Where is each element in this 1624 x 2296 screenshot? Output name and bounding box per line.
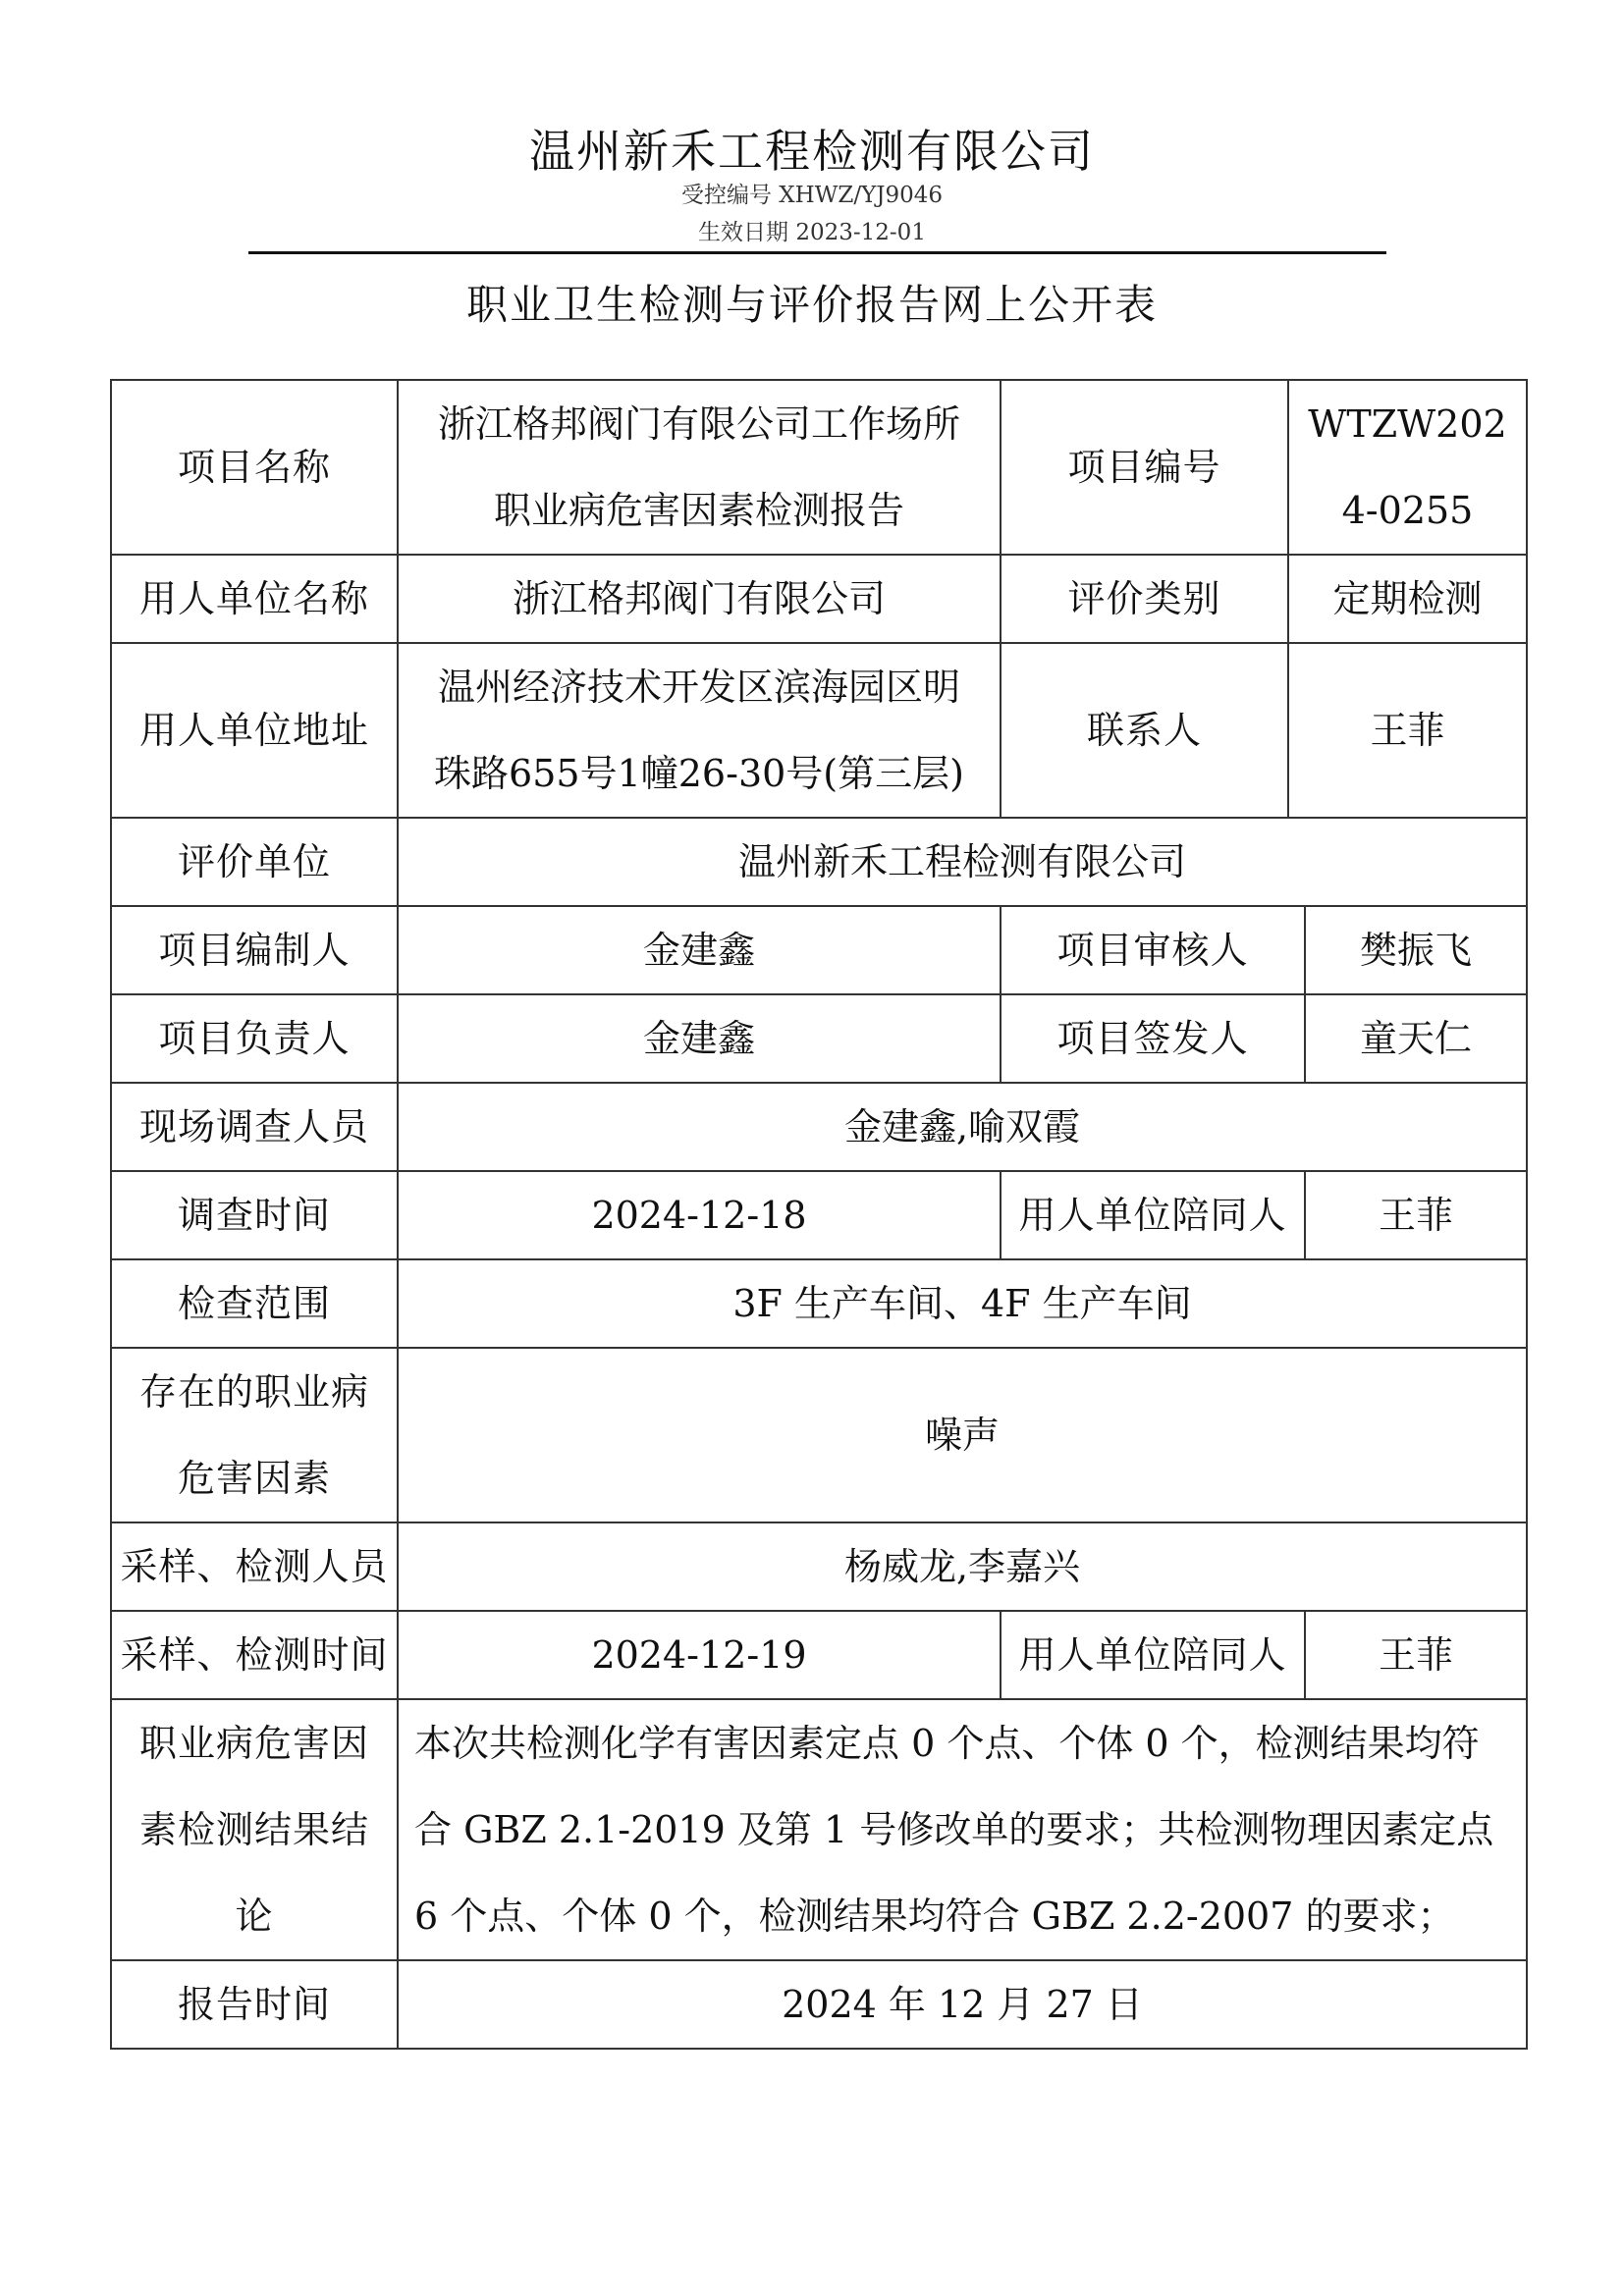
table-row [111,906,1527,994]
hazards-label: 存在的职业病危害因素 [111,1348,398,1522]
reviewer-label: 项目审核人 [1001,906,1305,994]
contact-value: 王菲 [1288,643,1527,818]
survey-time-value: 2024-12-18 [398,1171,1001,1259]
table-row [111,1171,1527,1259]
table-row [111,1522,1527,1611]
control-number: 受控编号 XHWZ/YJ9046 [680,183,944,208]
surveyors-value: 金建鑫,喻双霞 [398,1083,1527,1171]
project-no-value: WTZW2024-0255 [1288,380,1527,555]
header-rule [248,251,1386,254]
table-row [111,1259,1527,1348]
table-row [111,1699,1527,1960]
table-row [111,1348,1527,1522]
report-table [110,379,1528,2050]
issuer-value: 童天仁 [1305,994,1527,1083]
company-name: 温州新禾工程检测有限公司 [529,125,1095,178]
conclusion-value: 本次共检测化学有害因素定点 0 个点、个体 0 个，检测结果均符合 GBZ 2.1-2019 及第 1 号修改单的要求；共检测物理因素定点 6 个点、个体 0 个，检测结果均符合 GBZ 2.2-2007 的要求； [398,1699,1527,1960]
companion2-value: 王菲 [1305,1611,1527,1699]
conclusion-label: 职业病危害因素检测结果结论 [111,1699,398,1960]
report-time-label: 报告时间 [111,1960,398,2049]
issuer-label: 项目签发人 [1001,994,1305,1083]
table-row [111,380,1527,555]
contact-label: 联系人 [1001,643,1288,818]
companion-label: 用人单位陪同人 [1001,1171,1305,1259]
table-row [111,643,1527,818]
eval-unit-value: 温州新禾工程检测有限公司 [398,818,1527,906]
address-label: 用人单位地址 [111,643,398,818]
effective-date: 生效日期 2023-12-01 [698,220,926,245]
table-row [111,555,1527,643]
project-name-value: 浙江格邦阀门有限公司工作场所职业病危害因素检测报告 [398,380,1001,555]
table-row [111,994,1527,1083]
report-time-value: 2024 年 12 月 27 日 [398,1960,1527,2049]
project-name-label: 项目名称 [111,380,398,555]
address-value: 温州经济技术开发区滨海园区明珠路655号1幢26-30号(第三层) [398,643,1001,818]
document-title: 职业卫生检测与评价报告网上公开表 [465,281,1158,329]
survey-time-label: 调查时间 [111,1171,398,1259]
project-no-label: 项目编号 [1001,380,1288,555]
samplers-value: 杨威龙,李嘉兴 [398,1522,1527,1611]
companion2-label: 用人单位陪同人 [1001,1611,1305,1699]
employer-label: 用人单位名称 [111,555,398,643]
compiler-value: 金建鑫 [398,906,1001,994]
samplers-label: 采样、检测人员 [111,1522,398,1611]
eval-type-label: 评价类别 [1001,555,1288,643]
surveyors-label: 现场调查人员 [111,1083,398,1171]
table-row [111,1611,1527,1699]
hazards-value: 噪声 [398,1348,1527,1522]
compiler-label: 项目编制人 [111,906,398,994]
scope-label: 检查范围 [111,1259,398,1348]
leader-label: 项目负责人 [111,994,398,1083]
table-row [111,818,1527,906]
table-row [111,1960,1527,2049]
table-row [111,1083,1527,1171]
scope-value: 3F 生产车间、4F 生产车间 [398,1259,1527,1348]
leader-value: 金建鑫 [398,994,1001,1083]
sampling-time-label: 采样、检测时间 [111,1611,398,1699]
reviewer-value: 樊振飞 [1305,906,1527,994]
employer-value: 浙江格邦阀门有限公司 [398,555,1001,643]
companion-value: 王菲 [1305,1171,1527,1259]
sampling-time-value: 2024-12-19 [398,1611,1001,1699]
eval-type-value: 定期检测 [1288,555,1527,643]
eval-unit-label: 评价单位 [111,818,398,906]
